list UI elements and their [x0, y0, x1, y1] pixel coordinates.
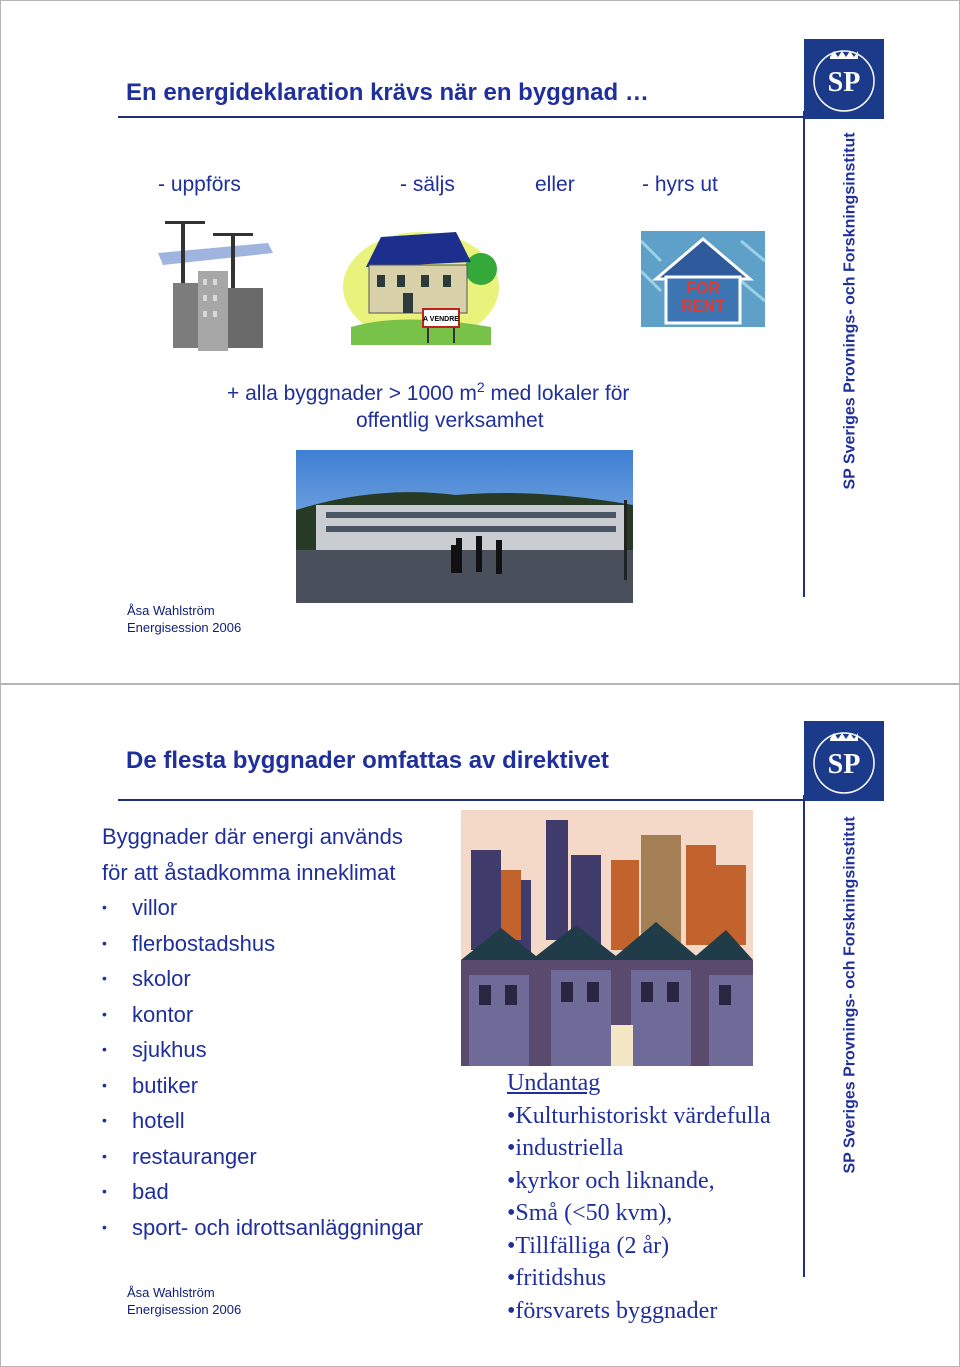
list-item [102, 890, 423, 926]
list-item-label: skolor [132, 966, 191, 991]
plus-line-2: offentlig verksamhet [356, 409, 544, 432]
house-for-sale-image [341, 217, 501, 351]
bullet-icon: • [102, 1183, 107, 1199]
intro-line-1: Byggnader där energi används [102, 824, 403, 849]
event-name: Energisession 2006 [127, 620, 242, 635]
bullet-icon: • [102, 1041, 107, 1057]
vertical-rule [803, 795, 805, 1277]
construction-image [153, 213, 278, 353]
title-rule [118, 116, 804, 118]
list-item [102, 1139, 423, 1175]
list-item-label: sjukhus [132, 1037, 207, 1062]
exception-item: •kyrkor och liknande, [507, 1167, 715, 1194]
list-item [102, 1174, 423, 1210]
logo-text: SP [827, 749, 861, 780]
rent-text: RENT [681, 298, 725, 315]
bullet-icon: • [102, 1218, 107, 1235]
school-building-photo [296, 450, 633, 603]
exceptions-title: Undantag [507, 1070, 601, 1096]
bullet-icon: • [102, 1005, 107, 1022]
exceptions-block [507, 1067, 771, 1327]
event-name: Energisession 2006 [127, 1302, 242, 1317]
for-rent-image [641, 231, 765, 327]
list-item [102, 1068, 423, 1104]
exception-item: •försvarets byggnader [507, 1297, 718, 1324]
list-item [102, 1210, 423, 1246]
building-list [102, 819, 423, 1245]
list-item [102, 1032, 423, 1068]
exception-item: •fritidshus [507, 1265, 607, 1291]
title-rule [118, 799, 804, 801]
logo-text: SP [827, 67, 861, 98]
label-hyrs: - hyrs ut [642, 173, 718, 196]
list-item-label: restauranger [132, 1143, 257, 1169]
exception-item: •industriella [507, 1135, 624, 1161]
side-institute-text: SP Sveriges Provnings- och Forskningsinstitut [842, 132, 860, 490]
list-item-label: flerbostadshus [132, 930, 276, 956]
vertical-rule [803, 111, 805, 597]
label-saljs: - säljs [400, 173, 455, 196]
sp-logo [804, 39, 884, 119]
townhouses-image [461, 810, 753, 1066]
sp-logo [804, 721, 884, 801]
slide-title: De flesta byggnader omfattas av direktivet [126, 747, 609, 774]
building-items [102, 890, 423, 1245]
side-institute-text: SP Sveriges Provnings- och Forskningsinstitut [842, 816, 860, 1174]
list-item-label: hotell [132, 1108, 185, 1133]
intro-line-2: för att åstadkomma inneklimat [102, 859, 396, 885]
list-item-label: butiker [132, 1072, 199, 1098]
list-item [102, 997, 423, 1033]
bullet-icon: • [102, 1147, 107, 1164]
author-block [127, 602, 241, 636]
list-item [102, 961, 423, 997]
slide-2 [0, 684, 960, 1367]
exception-item: •Små (<50 kvm), [507, 1200, 673, 1226]
bullet-icon: • [102, 934, 107, 951]
list-item-label: kontor [132, 1001, 194, 1027]
exceptions-list [507, 1100, 771, 1328]
list-item [102, 1103, 423, 1139]
list-item [102, 926, 423, 962]
author-name: Åsa Wahlström [127, 1285, 215, 1300]
bullet-icon: • [102, 1076, 107, 1093]
author-block [127, 1284, 241, 1318]
for-text: FOR [686, 280, 720, 297]
exception-item: •Kulturhistoriskt värdefulla [507, 1102, 771, 1129]
list-item-label: sport- och idrottsanläggningar [132, 1214, 424, 1240]
list-item-label: bad [132, 1179, 169, 1204]
author-name: Åsa Wahlström [127, 603, 215, 618]
label-uppfors: - uppförs [158, 173, 241, 196]
exception-item: •Tillfälliga (2 år) [507, 1232, 670, 1259]
plus-line-1: + alla byggnader > 1000 $m^2$ med lokaler för [227, 379, 630, 405]
slide-title: En energideklaration krävs när en byggnad … [126, 79, 649, 106]
list-item-label: villor [132, 895, 178, 920]
label-eller: eller [535, 173, 575, 196]
sign-text: A VENDRE [423, 316, 459, 323]
bullet-icon: • [102, 899, 107, 915]
bullet-icon: • [102, 970, 107, 986]
bullet-icon: • [102, 1112, 107, 1128]
